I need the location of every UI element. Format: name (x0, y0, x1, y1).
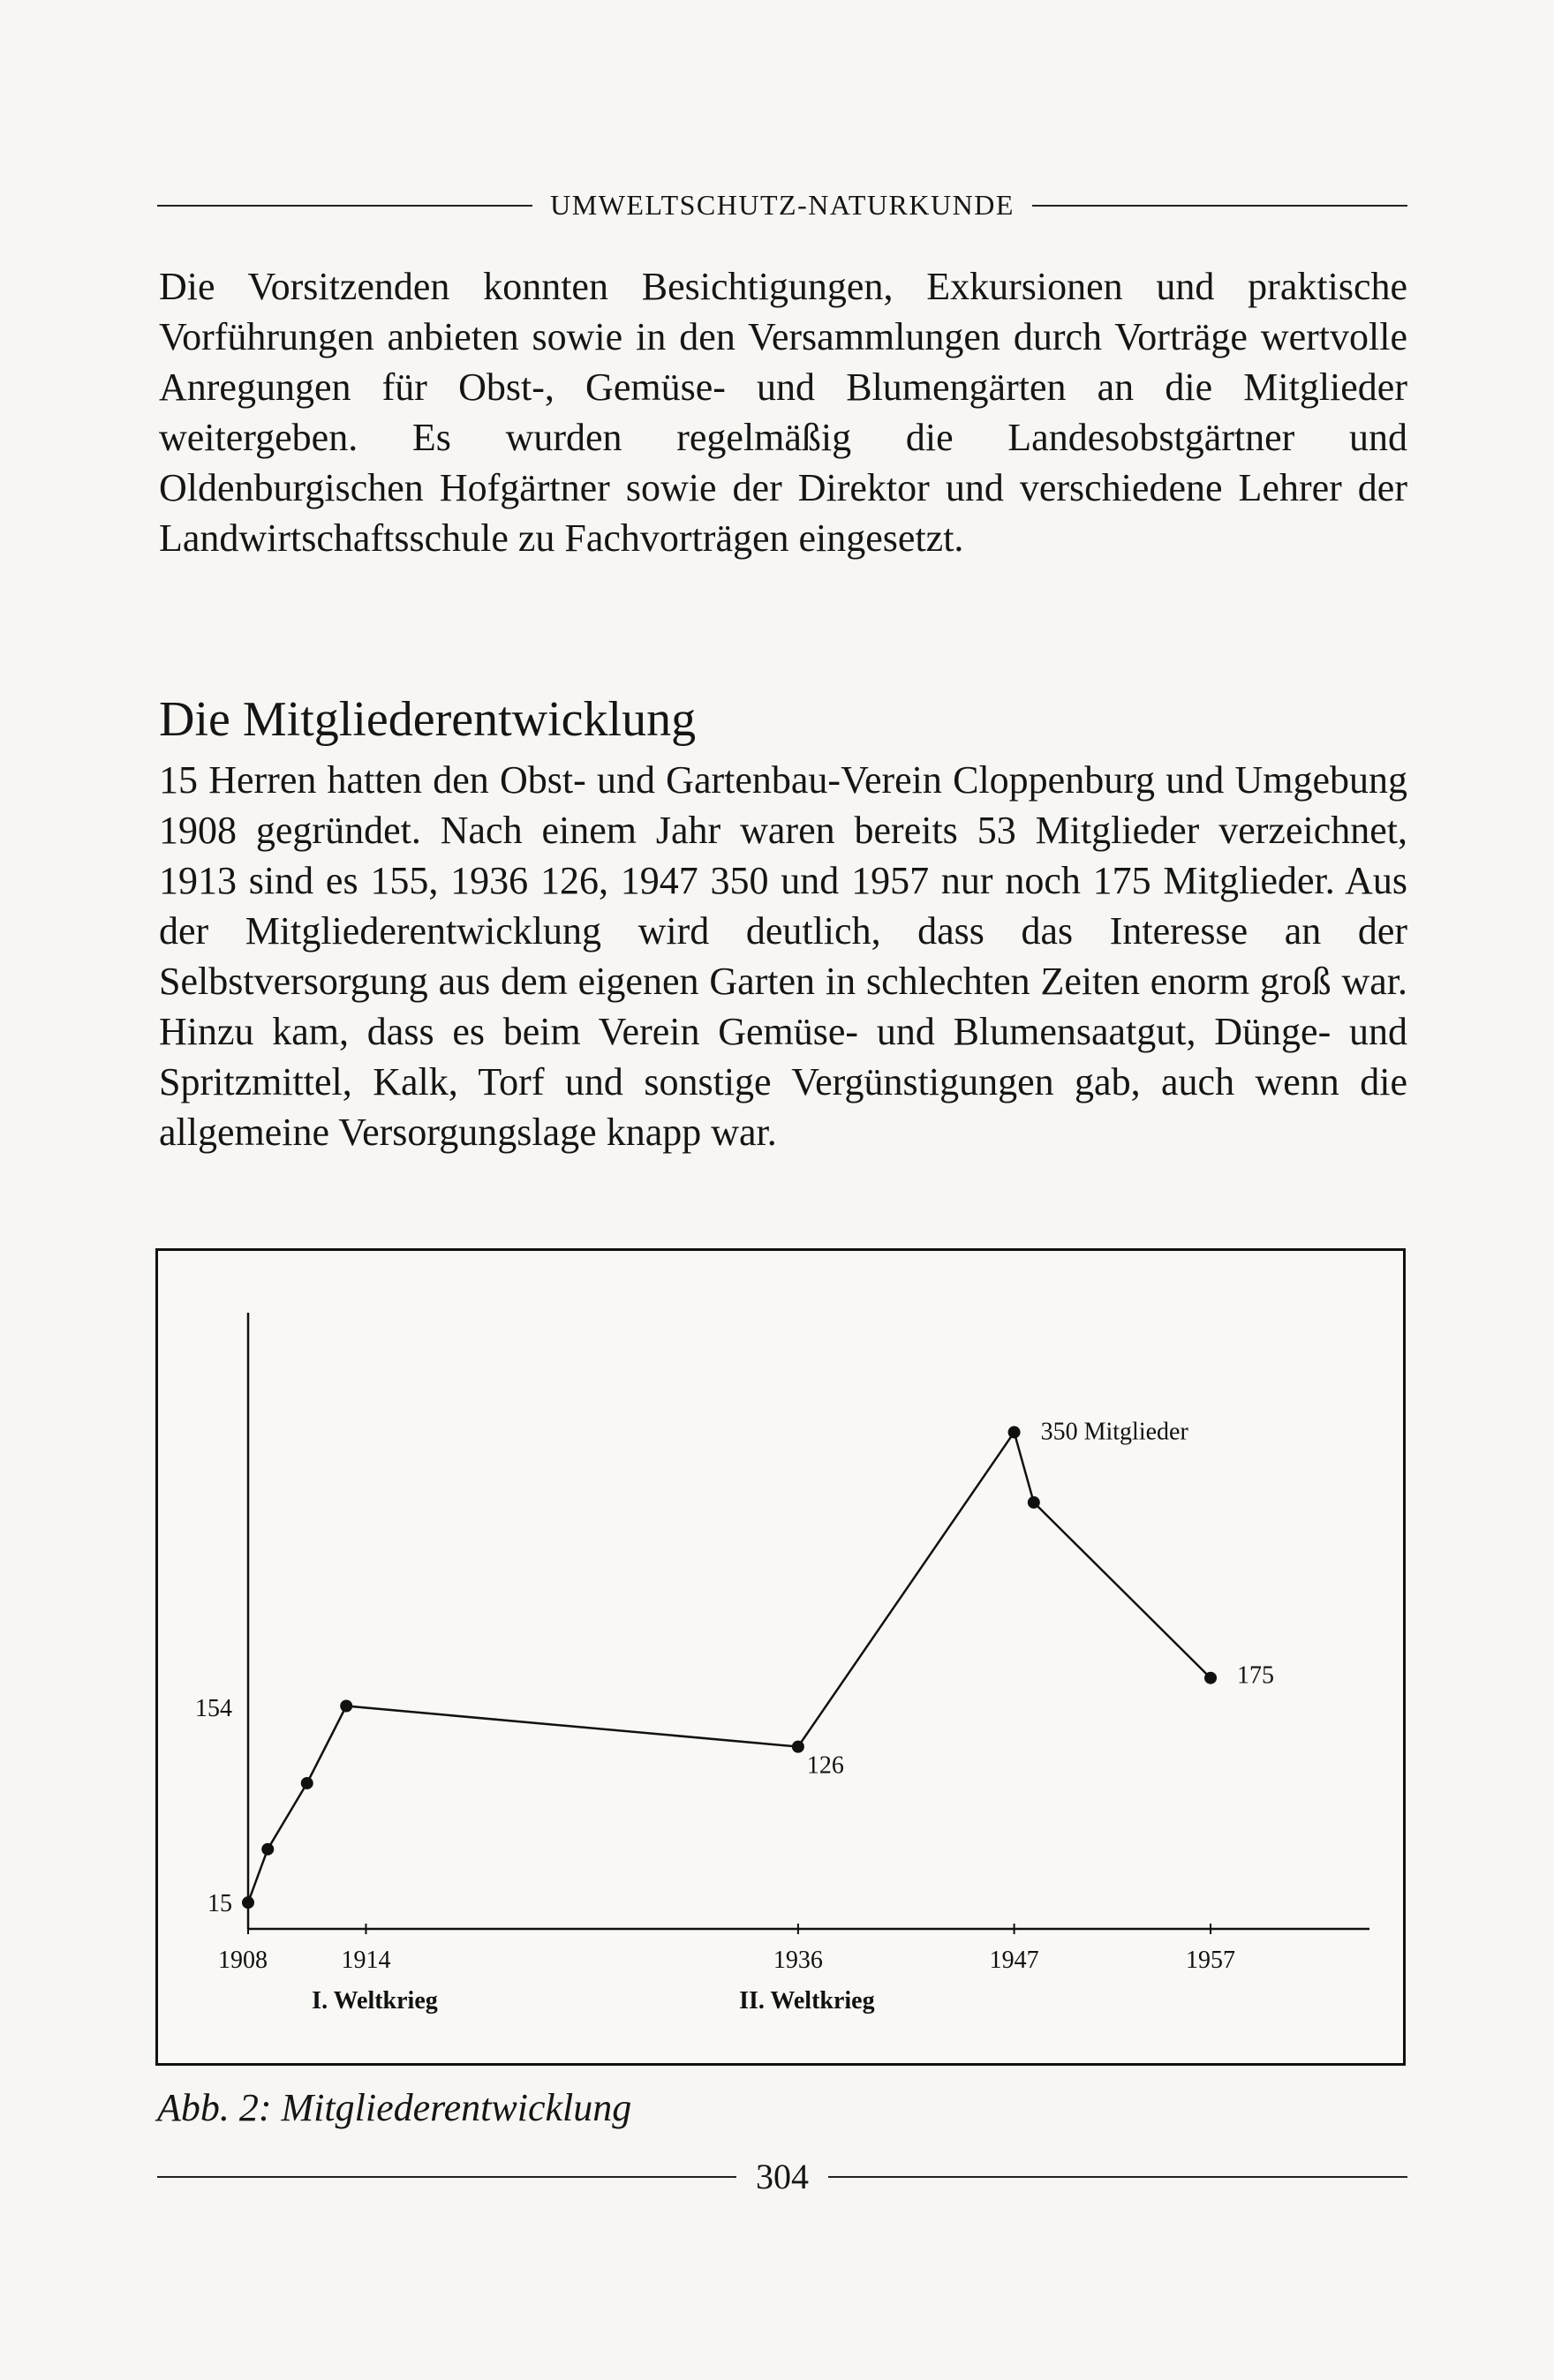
data-point (792, 1741, 804, 1753)
paragraph-membership: 15 Herren hatten den Obst- und Gartenbau-Verein Cloppenburg und Umgebung 1908 gegründet. Nach einem Jahr waren bereits 53 Mitglieder verzeichnet, 1913 sind es 155, 1936 126, 1947 350 und 1957 nur noch 175 Mitglieder. Aus der Mitgliederentwicklung wird deutlich, dass das Interesse an der Selbstversorgung aus dem eigenen Garten in schlechten Zeiten enorm groß war. Hinzu kam, dass es beim Verein Gemüse- und Blumensaatgut, Dünge- und Spritzmittel, Kalk, Torf und sonstige Vergünstigungen gab, auch wenn die allgemeine Versorgungslage knapp war. (159, 758, 1407, 1154)
x-tick-label: 1936 (773, 1947, 823, 1974)
chart-line-layer (248, 1432, 1211, 1902)
data-point (242, 1896, 254, 1909)
page-number: 304 (756, 2157, 809, 2196)
war-annotation: I. Weltkrieg (312, 1987, 438, 2015)
point-label: 175 (1237, 1661, 1275, 1690)
x-tick-label: 1957 (1186, 1947, 1236, 1974)
series-line (248, 1432, 1211, 1902)
data-point (1008, 1426, 1021, 1438)
y-tick-label: 154 (195, 1695, 232, 1723)
footer-rule-right (828, 2176, 1407, 2178)
page-footer (157, 2156, 1407, 2197)
x-tick-label: 1914 (341, 1947, 391, 1974)
x-tick-label: 1908 (218, 1947, 268, 1974)
point-label: 350 Mitglieder (1040, 1418, 1188, 1446)
chart-axes (248, 1313, 1369, 1934)
chart-labels-layer (195, 1418, 1274, 2015)
footer-rule-left (157, 2176, 736, 2178)
y-tick-label: 15 (207, 1890, 232, 1918)
data-point (1028, 1496, 1040, 1509)
figure-caption: Abb. 2: Mitgliederentwicklung (157, 2086, 632, 2129)
data-point (1204, 1672, 1217, 1684)
running-title: UMWELTSCHUTZ-NATURKUNDE (550, 189, 1015, 221)
running-header (157, 189, 1407, 222)
section-heading: Die Mitgliederentwicklung (159, 692, 697, 747)
figure-frame (155, 1248, 1406, 2066)
header-rule-left (157, 205, 532, 207)
data-point (261, 1843, 274, 1856)
paragraph-intro: Die Vorsitzenden konnten Besichtigungen, Exkursionen und praktische Vorführungen anbieten sowie in den Versammlungen durch Vorträge wertvolle Anregungen für Obst-, Gemüse- und Blumengärten an die Mitglieder weitergeben. Es wurden regelmäßig die Landesobstgärtner und Oldenburgischen Hofgärtner sowie der Direktor und verschiedene Lehrer der Landwirtschaftsschule zu Fachvorträgen eingesetzt. (159, 265, 1407, 560)
chart-points-layer (242, 1426, 1217, 1909)
data-point (301, 1777, 313, 1789)
data-point (340, 1700, 352, 1713)
x-tick-label: 1947 (989, 1947, 1039, 1974)
header-rule-right (1032, 205, 1407, 207)
point-label: 126 (806, 1751, 844, 1780)
membership-chart (158, 1251, 1403, 2063)
war-annotation: II. Weltkrieg (739, 1987, 875, 2015)
